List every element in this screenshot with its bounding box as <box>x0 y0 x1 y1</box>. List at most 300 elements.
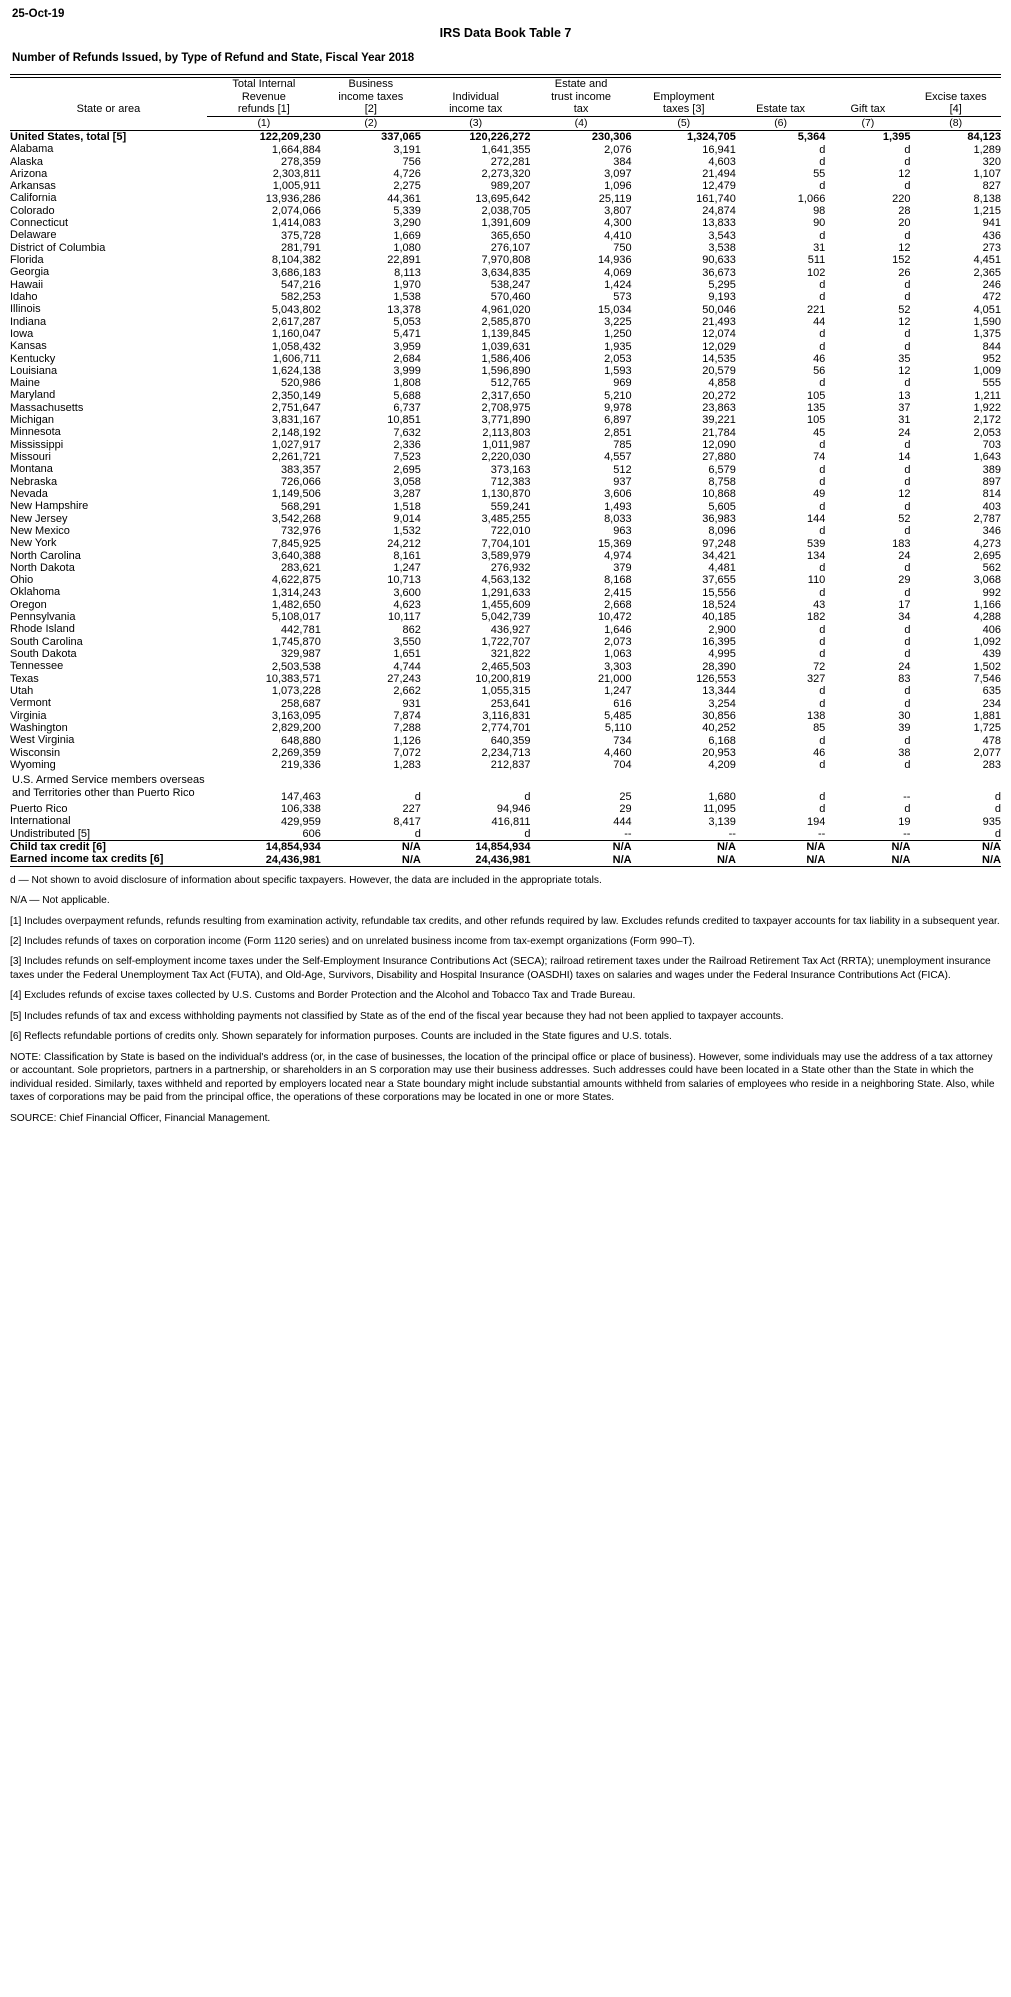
cell-col-6: -- <box>817 828 826 841</box>
cell-col-3: 14,854,934 <box>421 841 531 854</box>
row-label: Kentucky <box>10 352 56 365</box>
cell-col-5: 20,579 <box>702 365 736 378</box>
cell-col-4: 384 <box>613 155 632 168</box>
cell-col-1: 1,058,432 <box>271 340 321 353</box>
cell-col-1: 1,624,138 <box>271 365 321 378</box>
row-label: Utah <box>10 684 34 697</box>
cell-col-6: d <box>819 340 826 353</box>
table-row <box>10 734 1001 746</box>
cell-col-5: 1,680 <box>708 791 736 804</box>
table-row <box>10 550 1001 562</box>
cell-col-7: d <box>904 525 911 538</box>
cell-col-4: 734 <box>613 734 632 747</box>
cell-col-8: 8,138 <box>973 192 1001 205</box>
cell-col-3: 2,774,701 <box>481 722 531 735</box>
cell-col-3: 559,241 <box>490 500 531 513</box>
cell-col-2: 1,126 <box>393 734 421 747</box>
cell-col-6: 44 <box>813 315 826 328</box>
cell-col-6: N/A <box>736 841 825 854</box>
footnotes <box>10 874 1001 1125</box>
table-row <box>10 673 1001 685</box>
cell-col-3: 1,596,890 <box>481 365 531 378</box>
cell-col-8: 84,123 <box>967 131 1001 144</box>
cell-col-5: 12,074 <box>702 328 736 341</box>
cell-col-3: 7,970,808 <box>481 254 531 267</box>
column-number-5: (5) <box>677 117 691 130</box>
source-note: SOURCE: Chief Financial Officer, Financial Management. <box>10 1112 271 1124</box>
cell-col-2: 5,471 <box>393 328 421 341</box>
cell-col-7: d <box>904 500 911 513</box>
cell-col-2: 5,053 <box>393 315 421 328</box>
cell-col-4: 5,210 <box>604 389 632 402</box>
cell-col-8: 2,365 <box>973 266 1001 279</box>
cell-col-1: 219,336 <box>281 759 321 772</box>
cell-col-6: 49 <box>813 488 826 501</box>
cell-col-1: 1,664,884 <box>271 143 321 156</box>
cell-col-7: d <box>904 463 911 476</box>
cell-col-3: 2,465,503 <box>481 660 531 673</box>
row-label: Colorado <box>10 204 55 217</box>
cell-col-2: 7,632 <box>393 426 421 439</box>
table-row <box>10 599 1001 611</box>
table-row <box>10 229 1001 241</box>
row-label: Idaho <box>10 290 38 303</box>
table-row-total <box>10 130 1001 143</box>
cell-col-3: d <box>524 791 531 804</box>
cell-col-4: 3,807 <box>604 205 632 218</box>
cell-col-8: 844 <box>982 340 1001 353</box>
row-label: South Dakota <box>10 648 77 661</box>
cell-col-1: 278,359 <box>281 155 321 168</box>
cell-col-4: 2,053 <box>604 352 632 365</box>
cell-col-5: 20,953 <box>702 746 736 759</box>
cell-col-1: 375,728 <box>281 229 321 242</box>
cell-col-1: 582,253 <box>281 291 321 304</box>
legend-na: N/A — Not applicable. <box>10 895 110 907</box>
cell-col-5: 3,543 <box>708 229 736 242</box>
row-label: Minnesota <box>10 426 61 439</box>
cell-col-2: 1,808 <box>393 377 421 390</box>
cell-col-7: d <box>904 155 911 168</box>
cell-col-5: 14,535 <box>702 352 736 365</box>
table-row <box>10 316 1001 328</box>
table-row <box>10 402 1001 414</box>
table-row <box>10 660 1001 672</box>
row-label: Illinois <box>10 303 41 316</box>
table-row <box>10 828 1001 841</box>
cell-col-3: 2,585,870 <box>481 315 531 328</box>
table-row <box>10 291 1001 303</box>
cell-col-4: 5,110 <box>604 722 632 735</box>
cell-col-7: d <box>904 328 911 341</box>
cell-col-3: d <box>524 828 531 841</box>
cell-col-8: 555 <box>982 377 1001 390</box>
cell-col-5: 6,168 <box>708 734 736 747</box>
cell-col-4: 29 <box>619 803 632 816</box>
row-label: New Mexico <box>10 524 70 537</box>
cell-col-8: 1,289 <box>973 143 1001 156</box>
cell-col-1: 442,781 <box>281 623 321 636</box>
row-label: International <box>10 815 71 828</box>
cell-col-1: 1,606,711 <box>272 352 321 365</box>
cell-col-4: 969 <box>613 377 632 390</box>
column-header-7: Gift tax <box>850 103 886 116</box>
cell-col-8: 1,881 <box>973 709 1001 722</box>
row-label: Pennsylvania <box>10 611 76 624</box>
cell-col-8: 406 <box>982 623 1001 636</box>
cell-col-7: d <box>904 439 911 452</box>
cell-col-2: 10,117 <box>388 611 421 624</box>
cell-col-3: 4,961,020 <box>481 303 531 316</box>
cell-col-8: 1,166 <box>973 599 1001 612</box>
row-label: Alabama <box>10 143 54 156</box>
cell-col-1: 520,986 <box>281 377 321 390</box>
cell-col-1: 13,936,286 <box>265 192 321 205</box>
row-label: Maryland <box>10 389 56 402</box>
row-label: Virginia <box>10 709 47 722</box>
cell-col-4: 2,851 <box>604 426 632 439</box>
row-label: Oregon <box>10 598 47 611</box>
cell-col-6: d <box>819 463 826 476</box>
cell-col-3: 1,291,633 <box>481 586 531 599</box>
cell-col-3: 712,383 <box>490 475 531 488</box>
cell-col-5: 24,874 <box>702 205 736 218</box>
cell-col-2: 10,851 <box>387 414 421 427</box>
cell-col-1: 383,357 <box>281 463 321 476</box>
cell-col-8: 436 <box>982 229 1001 242</box>
cell-col-6: 144 <box>806 512 826 525</box>
cell-col-1: 8,104,382 <box>271 254 321 267</box>
table-row <box>10 377 1001 389</box>
cell-col-2: 1,247 <box>393 562 421 575</box>
cell-col-2: 4,623 <box>393 599 421 612</box>
cell-col-6: d <box>819 500 826 513</box>
cell-col-4: 444 <box>613 815 632 828</box>
cell-col-2: 8,113 <box>394 266 421 279</box>
cell-col-4: 4,300 <box>604 217 632 230</box>
row-label: U.S. Armed Service members overseas and Territories other than Puerto Rico <box>12 774 205 800</box>
cell-col-7: d <box>904 340 911 353</box>
cell-col-1: 1,005,911 <box>272 180 321 193</box>
cell-col-1: 648,880 <box>281 734 321 747</box>
cell-col-4: N/A <box>530 841 631 854</box>
row-label: Nevada <box>10 487 48 500</box>
cell-col-6: d <box>819 328 826 341</box>
cell-col-6: d <box>819 439 826 452</box>
cell-col-3: 373,163 <box>490 463 531 476</box>
footnote-5: [5] Includes refunds of tax and excess withholding payments not classified by State as of the end of the fiscal year because they had not been applied to taxpayer accounts. <box>10 1010 784 1022</box>
cell-col-8: 2,695 <box>973 549 1001 562</box>
cell-col-5: 126,553 <box>696 672 736 685</box>
cell-col-1: 732,976 <box>281 525 321 538</box>
cell-col-5: 8,758 <box>708 475 736 488</box>
cell-col-5: 21,493 <box>702 315 736 328</box>
cell-col-8: 814 <box>982 488 1001 501</box>
cell-col-5: 4,603 <box>708 155 736 168</box>
cell-col-2: 7,523 <box>393 451 421 464</box>
cell-col-2: 7,072 <box>393 746 421 759</box>
cell-col-2: 1,970 <box>393 278 421 291</box>
cell-col-1: 258,687 <box>281 697 321 710</box>
refunds-table <box>10 74 1001 867</box>
row-label: Montana <box>10 463 53 476</box>
cell-col-4: 750 <box>613 242 632 255</box>
cell-col-4: 1,250 <box>604 328 632 341</box>
cell-col-7: 31 <box>898 414 911 427</box>
row-label: Nebraska <box>10 475 58 488</box>
cell-col-7: 152 <box>892 254 911 267</box>
cell-col-2: 3,959 <box>393 340 421 353</box>
cell-col-4: 937 <box>613 475 632 488</box>
cell-col-4: 785 <box>613 439 632 452</box>
cell-col-4: 10,472 <box>597 611 632 624</box>
cell-col-1: 147,463 <box>281 791 321 804</box>
cell-col-6: d <box>819 685 826 698</box>
cell-col-1: 122,209,230 <box>259 131 321 144</box>
cell-col-4: 15,369 <box>597 537 632 550</box>
cell-col-6: d <box>819 623 826 636</box>
cell-col-6: 134 <box>806 549 826 562</box>
cell-col-5: 50,046 <box>702 303 736 316</box>
cell-col-7: 12 <box>898 365 911 378</box>
cell-col-6: 31 <box>813 242 826 255</box>
cell-col-3: 1,039,631 <box>481 340 531 353</box>
cell-col-7: 26 <box>898 266 911 279</box>
cell-col-1: 2,269,359 <box>271 746 321 759</box>
cell-col-4: 8,168 <box>604 574 632 587</box>
column-header-6: Estate tax <box>756 103 806 116</box>
cell-col-1: 24,436,981 <box>207 853 321 866</box>
row-label: West Virginia <box>10 734 75 747</box>
table-row <box>10 266 1001 278</box>
cell-col-4: 25 <box>619 791 632 804</box>
cell-col-4: 1,063 <box>604 648 632 661</box>
cell-col-2: 9,014 <box>393 512 421 525</box>
row-label: Undistributed [5] <box>10 827 91 840</box>
cell-col-8: 234 <box>982 697 1001 710</box>
row-label: Arizona <box>10 167 48 180</box>
cell-col-1: 1,745,870 <box>271 636 321 649</box>
cell-col-6: 221 <box>806 303 826 316</box>
cell-col-2: 10,713 <box>387 574 421 587</box>
cell-col-8: 1,375 <box>973 328 1001 341</box>
cell-col-5: 27,880 <box>702 451 736 464</box>
cell-col-1: 2,074,066 <box>271 205 321 218</box>
cell-col-4: 230,306 <box>591 131 632 144</box>
cell-col-6: 138 <box>806 709 826 722</box>
cell-col-3: 1,055,315 <box>481 685 531 698</box>
cell-col-8: 320 <box>982 155 1001 168</box>
cell-col-2: 8,417 <box>393 815 421 828</box>
cell-col-7: d <box>904 803 911 816</box>
row-label: New Hampshire <box>10 500 89 513</box>
cell-col-2: 3,600 <box>393 586 421 599</box>
row-label: North Dakota <box>10 561 75 574</box>
document-date: 25-Oct-19 <box>12 8 65 20</box>
cell-col-2: 1,651 <box>393 648 421 661</box>
cell-col-3: 1,722,707 <box>481 636 531 649</box>
cell-col-7: 52 <box>898 512 911 525</box>
row-label: North Carolina <box>10 549 81 562</box>
row-label: Florida <box>10 254 44 267</box>
row-label: Connecticut <box>10 217 69 230</box>
cell-col-1: 329,987 <box>281 648 321 661</box>
cell-col-7: 220 <box>892 192 911 205</box>
cell-col-2: 862 <box>402 623 421 636</box>
cell-col-1: 3,163,095 <box>271 709 321 722</box>
cell-col-6: 194 <box>806 815 826 828</box>
cell-col-6: 72 <box>813 660 826 673</box>
cell-col-6: d <box>819 155 826 168</box>
cell-col-6: 511 <box>807 254 826 267</box>
table-row <box>10 192 1001 204</box>
cell-col-8: 703 <box>982 439 1001 452</box>
cell-col-4: 3,097 <box>604 168 632 181</box>
cell-col-3: 722,010 <box>490 525 531 538</box>
cell-col-5: 20,272 <box>702 389 736 402</box>
cell-col-8: 992 <box>982 586 1001 599</box>
cell-col-5: 4,481 <box>708 562 736 575</box>
table-row <box>10 439 1001 451</box>
cell-col-8: 7,546 <box>973 672 1001 685</box>
cell-col-4: 963 <box>613 525 632 538</box>
cell-col-5: 5,605 <box>708 500 736 513</box>
cell-col-2: 1,538 <box>393 291 421 304</box>
cell-col-2: 1,518 <box>393 500 421 513</box>
cell-col-8: 472 <box>982 291 1001 304</box>
cell-col-6: d <box>819 759 826 772</box>
cell-col-5: 6,579 <box>708 463 736 476</box>
cell-col-3: 538,247 <box>490 278 531 291</box>
cell-col-1: 2,617,287 <box>271 315 321 328</box>
cell-col-3: 7,704,101 <box>481 537 531 550</box>
table-row <box>10 168 1001 180</box>
cell-col-6: d <box>819 229 826 242</box>
table-row <box>10 156 1001 168</box>
cell-col-1: 547,216 <box>281 278 321 291</box>
cell-col-3: 212,837 <box>490 759 531 772</box>
cell-col-8: 1,725 <box>973 722 1001 735</box>
cell-col-2: 3,287 <box>393 488 421 501</box>
cell-col-8: 246 <box>982 278 1001 291</box>
cell-col-2: 3,550 <box>393 636 421 649</box>
cell-col-4: 15,034 <box>597 303 632 316</box>
column-number-7: (7) <box>861 117 875 130</box>
column-header-1: Total Internal Revenue refunds [1] <box>232 78 296 116</box>
cell-col-3: 2,113,803 <box>482 426 531 439</box>
cell-col-7: 20 <box>898 217 911 230</box>
cell-col-4: 2,668 <box>604 599 632 612</box>
cell-col-6: 43 <box>813 599 826 612</box>
column-number-8: (8) <box>949 117 963 130</box>
cell-col-3: 436,927 <box>490 623 531 636</box>
cell-col-7: 17 <box>898 599 911 612</box>
cell-col-1: 2,503,538 <box>271 660 321 673</box>
table-row <box>10 279 1001 291</box>
cell-col-5: 1,324,705 <box>686 131 736 144</box>
cell-col-7: 29 <box>898 574 911 587</box>
cell-col-4: 704 <box>613 759 632 772</box>
table-row <box>10 586 1001 598</box>
row-label: United States, total [5] <box>10 130 127 143</box>
cell-col-1: 3,831,167 <box>271 414 321 427</box>
table-row <box>10 242 1001 254</box>
cell-col-6: 105 <box>806 414 826 427</box>
cell-col-2: 1,532 <box>393 525 421 538</box>
cell-col-1: 3,686,183 <box>271 266 321 279</box>
column-number-2: (2) <box>364 117 378 130</box>
cell-col-1: 283,621 <box>281 562 321 575</box>
cell-col-1: 1,073,228 <box>271 685 321 698</box>
cell-col-5: 4,995 <box>708 648 736 661</box>
cell-col-8: 952 <box>982 352 1001 365</box>
table-row <box>10 815 1001 827</box>
cell-col-6: 46 <box>813 746 826 759</box>
cell-col-4: 14,936 <box>597 254 632 267</box>
cell-col-4: 3,225 <box>604 315 632 328</box>
cell-col-2: 1,080 <box>393 242 421 255</box>
cell-col-4: 5,485 <box>604 709 632 722</box>
cell-col-7: 24 <box>898 549 911 562</box>
cell-col-4: 1,493 <box>604 500 632 513</box>
cell-col-2: d <box>414 828 421 841</box>
cell-col-2: 5,339 <box>393 205 421 218</box>
table-row <box>10 414 1001 426</box>
row-label: Ohio <box>10 574 34 587</box>
cell-col-2: 2,275 <box>393 180 421 193</box>
cell-col-3: 3,634,835 <box>481 266 531 279</box>
cell-col-3: 512,765 <box>490 377 531 390</box>
footnote-4: [4] Excludes refunds of excise taxes collected by U.S. Customs and Border Protection and the Alcohol and Tobacco Tax and Trade Bureau. <box>10 990 636 1002</box>
cell-col-7: d <box>904 143 911 156</box>
cell-col-6: d <box>819 525 826 538</box>
cell-col-3: 3,116,831 <box>482 709 531 722</box>
cell-col-5: 36,983 <box>702 512 736 525</box>
cell-col-2: 22,891 <box>387 254 421 267</box>
cell-col-2: 3,999 <box>393 365 421 378</box>
cell-col-8: 2,077 <box>973 746 1001 759</box>
cell-col-7: d <box>904 648 911 661</box>
row-label: Wisconsin <box>10 746 61 759</box>
cell-col-3: 276,932 <box>490 562 531 575</box>
cell-col-3: 276,107 <box>490 242 531 255</box>
cell-col-1: 281,791 <box>281 242 321 255</box>
cell-col-1: 5,043,802 <box>271 303 321 316</box>
row-label: Vermont <box>10 697 51 710</box>
cell-col-2: 4,726 <box>393 168 421 181</box>
cell-col-6: d <box>819 648 826 661</box>
column-number-1: (1) <box>257 117 271 130</box>
cell-col-4: 4,557 <box>604 451 632 464</box>
cell-col-5: 3,538 <box>708 242 736 255</box>
cell-col-7: 12 <box>898 168 911 181</box>
cell-col-7: 183 <box>892 537 911 550</box>
cell-col-5: 39,221 <box>702 414 736 427</box>
cell-col-2: 1,669 <box>393 229 421 242</box>
cell-col-4: 3,303 <box>604 660 632 673</box>
cell-col-5: 5,295 <box>708 278 736 291</box>
cell-col-5: 13,344 <box>702 685 736 698</box>
cell-col-5: 3,139 <box>708 815 736 828</box>
cell-col-3: 3,589,979 <box>481 549 531 562</box>
cell-col-3: 1,011,987 <box>482 439 531 452</box>
cell-col-6: N/A <box>736 853 825 866</box>
cell-col-3: 2,317,650 <box>481 389 531 402</box>
cell-col-6: 102 <box>806 266 826 279</box>
page-subtitle: Number of Refunds Issued, by Type of Refund and State, Fiscal Year 2018 <box>12 52 415 64</box>
cell-col-3: 4,563,132 <box>481 574 531 587</box>
cell-col-8: 346 <box>982 525 1001 538</box>
